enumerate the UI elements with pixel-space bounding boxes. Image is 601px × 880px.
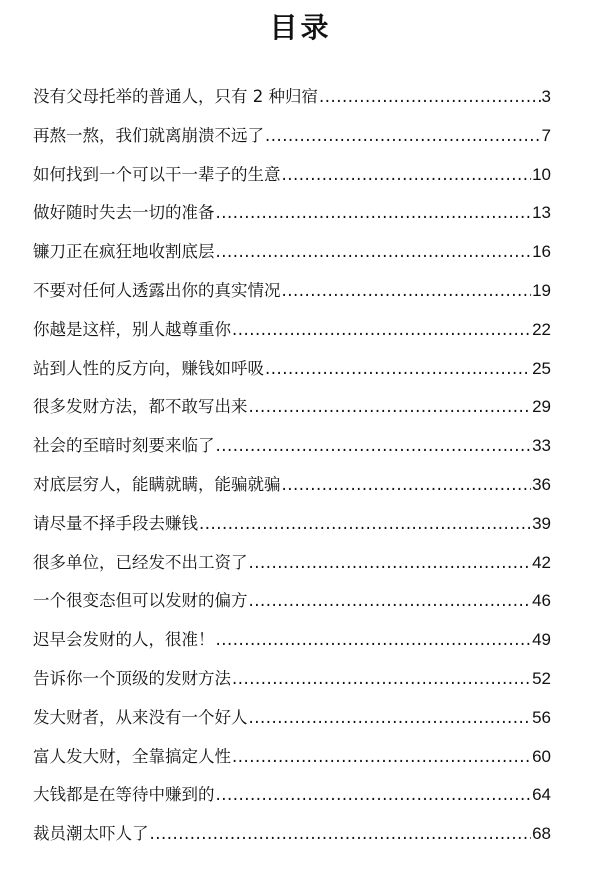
toc-entry-page: 13 — [532, 203, 551, 223]
toc-entry[interactable] — [33, 233, 551, 272]
toc-entry-page: 64 — [532, 785, 551, 805]
toc-leader-dots — [265, 117, 541, 156]
toc-entry-title: 发大财者，从来没有一个好人 — [33, 707, 248, 727]
toc-leader-dots — [199, 505, 531, 544]
toc-title: 目录 — [269, 11, 332, 44]
toc-entry-page: 29 — [532, 397, 551, 417]
toc-leader-dots — [216, 621, 532, 660]
toc-entry-title: 一个很变态但可以发财的偏方 — [33, 591, 248, 611]
toc-entry-title: 站到人性的反方向，赚钱如呼吸 — [33, 358, 264, 378]
toc-entry[interactable] — [33, 427, 551, 466]
toc-leader-dots — [232, 311, 531, 350]
toc-list — [33, 78, 551, 854]
toc-entry[interactable] — [33, 117, 551, 156]
toc-entry-title: 镰刀正在疯狂地收割底层 — [33, 242, 215, 262]
toc-leader-dots — [319, 78, 541, 117]
toc-entry-title: 如何找到一个可以干一辈子的生意 — [33, 164, 281, 184]
toc-entry-title: 请尽量不择手段去赚钱 — [33, 513, 198, 533]
toc-entry-title: 迟早会发财的人，很准！ — [33, 630, 215, 650]
toc-entry[interactable] — [33, 738, 551, 777]
toc-entry-page: 3 — [541, 87, 551, 106]
toc-entry[interactable] — [33, 466, 551, 505]
toc-leader-dots — [216, 776, 532, 815]
toc-entry-title: 再熬一熬，我们就离崩溃不远了 — [33, 125, 264, 145]
toc-entry[interactable] — [33, 699, 551, 738]
toc-entry-page: 7 — [541, 125, 551, 145]
toc-entry[interactable] — [33, 350, 551, 389]
toc-leader-dots — [282, 466, 532, 505]
toc-leader-dots — [249, 544, 532, 583]
toc-entry[interactable] — [33, 388, 551, 427]
toc-entry[interactable] — [33, 621, 551, 660]
toc-leader-dots — [232, 738, 531, 777]
toc-entry[interactable] — [33, 815, 551, 854]
toc-entry[interactable] — [33, 582, 551, 621]
toc-leader-dots — [216, 194, 532, 233]
toc-leader-dots — [232, 660, 531, 699]
toc-entry-page: 49 — [532, 630, 551, 650]
toc-entry-page: 46 — [532, 591, 551, 611]
toc-entry-page: 16 — [532, 242, 551, 262]
toc-entry-title: 做好随时失去一切的准备 — [33, 203, 215, 223]
toc-entry-title: 很多单位，已经发不出工资了 — [33, 552, 248, 572]
toc-leader-dots — [249, 582, 532, 621]
toc-entry[interactable] — [33, 194, 551, 233]
toc-entry-page: 39 — [532, 513, 551, 533]
toc-leader-dots — [282, 272, 532, 311]
toc-entry-title: 不要对任何人透露出你的真实情况 — [33, 280, 281, 300]
toc-leader-dots — [216, 427, 532, 466]
toc-entry[interactable] — [33, 544, 551, 583]
toc-entry-page: 19 — [532, 280, 551, 300]
toc-leader-dots — [216, 233, 532, 272]
toc-entry-title: 社会的至暗时刻要来临了 — [33, 436, 215, 456]
toc-leader-dots — [265, 350, 531, 389]
toc-entry-title: 告诉你一个顶级的发财方法 — [33, 668, 231, 688]
toc-entry-title: 富人发大财，全靠搞定人性 — [33, 746, 231, 766]
toc-entry-title: 你越是这样，别人越尊重你 — [33, 319, 231, 339]
toc-entry-title: 大钱都是在等待中赚到的 — [33, 785, 215, 805]
toc-entry-title: 裁员潮太吓人了 — [33, 824, 149, 844]
toc-entry-page: 60 — [532, 746, 551, 766]
toc-leader-dots — [249, 388, 532, 427]
toc-entry-page: 52 — [532, 668, 551, 688]
toc-entry-title: 很多发财方法，都不敢写出来 — [33, 397, 248, 417]
toc-entry[interactable] — [33, 311, 551, 350]
toc-entry-page: 36 — [532, 474, 551, 494]
toc-entry[interactable] — [33, 660, 551, 699]
toc-leader-dots — [150, 815, 532, 854]
toc-entry[interactable] — [33, 78, 551, 117]
toc-entry-title: 对底层穷人，能瞒就瞒，能骗就骗 — [33, 474, 281, 494]
toc-entry[interactable] — [33, 776, 551, 815]
toc-leader-dots — [249, 699, 532, 738]
toc-entry-page: 22 — [532, 319, 551, 339]
toc-entry-page: 56 — [532, 707, 551, 727]
toc-entry[interactable] — [33, 505, 551, 544]
toc-entry-page: 68 — [532, 824, 551, 844]
toc-entry[interactable] — [33, 272, 551, 311]
toc-entry-page: 25 — [532, 358, 551, 378]
toc-entry-page: 10 — [532, 164, 551, 184]
toc-entry[interactable] — [33, 156, 551, 195]
toc-leader-dots — [282, 156, 532, 195]
toc-entry-title: 没有父母托举的普通人，只有 2 种归宿 — [33, 87, 318, 106]
toc-entry-page: 42 — [532, 552, 551, 572]
toc-entry-page: 33 — [532, 436, 551, 456]
